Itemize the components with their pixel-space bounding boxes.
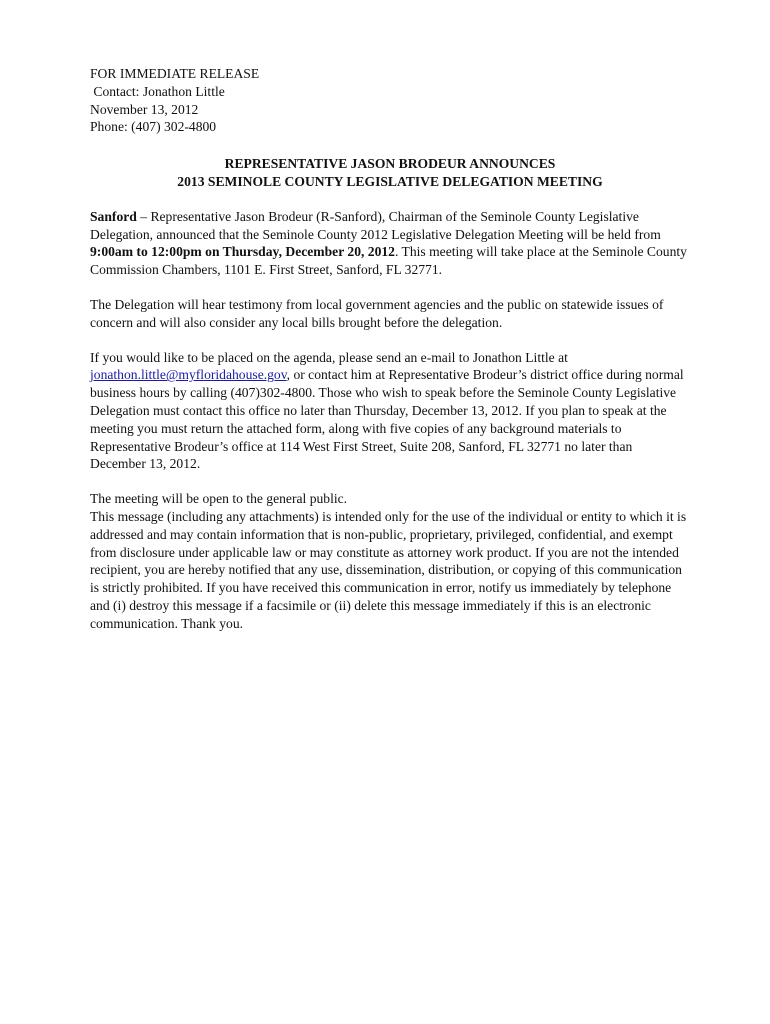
public-meeting-note: The meeting will be open to the general public. [90, 491, 348, 507]
meeting-time: 9:00am to 12:00pm on Thursday, December 20, 2012 [90, 244, 395, 260]
dateline: Sanford [90, 208, 137, 224]
announcement-paragraph [90, 208, 690, 279]
release-label: FOR IMMEDIATE RELEASE [90, 66, 260, 81]
title-line-1: REPRESENTATIVE JASON BRODEUR ANNOUNCES [224, 156, 556, 172]
testimony-paragraph: The Delegation will hear testimony from local government agencies and the public on statewide issues of concern and will also consider any local bills brought before the delegation. [90, 296, 664, 330]
agenda-text-a: If you would like to be placed on the agenda, please send an e-mail to Jonathon Little at [90, 349, 568, 365]
announcement-text-a: – Representative Jason Brodeur (R-Sanford), Chairman of the Seminole County Legislative Delegation, announced that the Seminole County 2012 Legislative Delegation Meeting will be held from [90, 208, 661, 242]
confidentiality-disclaimer: This message (including any attachments) is intended only for the use of the individual or entity to which it is addressed and may contain information that is non-public, proprietary, privileged, confidential, and exempt from disclosure under applicable law or may constitute as attorney work product. If you are not the intended recipient, you are hereby notified that any use, dissemination, distribution, or copying of this communication is strictly prohibited. If you have received this communication in error, notify us immediately by telephone and (i) destroy this message if a facsimile or (ii) delete this message immediately if this is an electronic communication. Thank you. [90, 508, 687, 631]
agenda-text-b: , or contact him at Representative Brodeur’s district office during normal business hours by calling (407)302-4800. Those who wish to speak before the Seminole County Legislative Delegation must contact this office no later than Thursday, December 13, 2012. If you plan to speak at the meeting you must return the attached form, along with five copies of any background materials to Representative Brodeur’s office at 114 West First Street, Suite 208, Sanford, FL 32771 no later than December 13, 2012. [90, 367, 684, 472]
contact-line: Contact: Jonathon Little [90, 83, 225, 99]
agenda-paragraph [90, 349, 690, 474]
phone-line: Phone: (407) 302-4800 [90, 119, 217, 135]
press-release-title [90, 155, 690, 191]
release-date: November 13, 2012 [90, 101, 199, 117]
announcement-text-b: . This meeting will take place at the Seminole County Commission Chambers, 1101 E. First Street, Sanford, FL 32771. [90, 244, 687, 278]
title-line-2: 2013 SEMINOLE COUNTY LEGISLATIVE DELEGATION MEETING [177, 173, 603, 189]
email-link[interactable]: jonathon.little@myfloridahouse.gov [90, 367, 287, 383]
press-release-page [90, 65, 690, 633]
release-header [90, 65, 690, 136]
